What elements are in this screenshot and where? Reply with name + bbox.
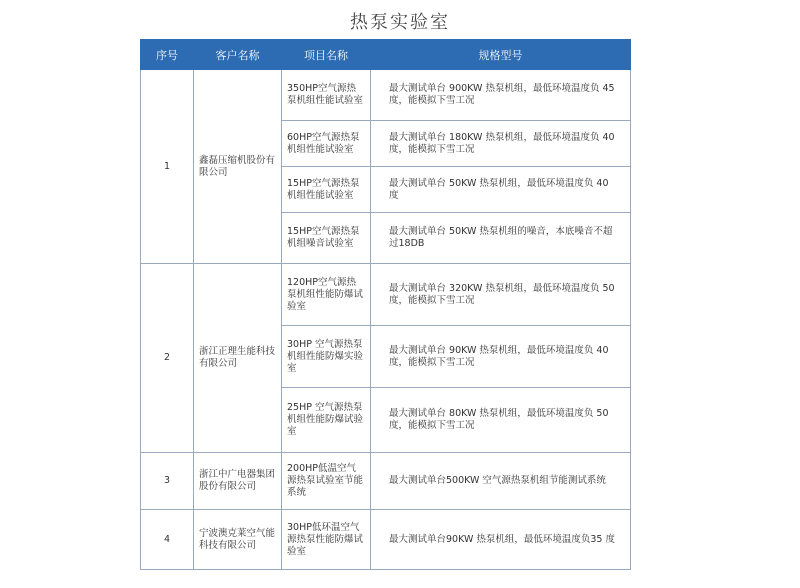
customer-name: 宁波澳克莱空气能科技有限公司: [194, 510, 282, 570]
table-header-row: [141, 40, 631, 70]
row-number: 2: [141, 264, 194, 453]
header-customer: 客户名称: [194, 40, 282, 70]
project-name: 15HP空气源热泵机组性能试验室: [282, 167, 371, 213]
row-number: 3: [141, 453, 194, 510]
customer-name: 鑫磊压缩机股份有限公司: [194, 70, 282, 264]
project-name: 15HP空气源热泵机组噪音试验室: [282, 213, 371, 264]
project-name: 30HP 空气源热泵机组性能防爆实验室: [282, 326, 371, 388]
header-no: 序号: [141, 40, 194, 70]
spec-text: 最大测试单台500KW 空气源热泵机组节能测试系统: [371, 453, 631, 510]
project-name: 25HP 空气源热泵机组性能防爆试验室: [282, 388, 371, 453]
spec-text: 最大测试单台90KW 热泵机组，最低环境温度负35 度: [371, 510, 631, 570]
table-row: [141, 70, 631, 121]
project-name: 350HP空气源热泵机组性能试验室: [282, 70, 371, 121]
customer-name: 浙江正理生能科技有限公司: [194, 264, 282, 453]
project-name: 200HP低温空气源热泵试验室节能系统: [282, 453, 371, 510]
spec-text: 最大测试单台 80KW 热泵机组，最低环境温度负 50 度，能模拟下雪工况: [371, 388, 631, 453]
project-name: 120HP空气源热泵机组性能防爆试验室: [282, 264, 371, 326]
spec-text: 最大测试单台 50KW 热泵机组，最低环境温度负 40 度: [371, 167, 631, 213]
table-row: [141, 453, 631, 510]
table-row: [141, 510, 631, 570]
project-name: 30HP低环温空气源热泵性能防爆试验室: [282, 510, 371, 570]
spec-text: 最大测试单台 900KW 热泵机组，最低环境温度负 45 度，能模拟下雪工况: [371, 70, 631, 121]
spec-text: 最大测试单台 50KW 热泵机组的噪音，本底噪音不超过18DB: [371, 213, 631, 264]
row-number: 1: [141, 70, 194, 264]
spec-text: 最大测试单台 90KW 热泵机组，最低环境温度负 40 度，能模拟下雪工况: [371, 326, 631, 388]
header-spec: 规格型号: [371, 40, 631, 70]
project-name: 60HP空气源热泵机组性能试验室: [282, 121, 371, 167]
table-row: [141, 264, 631, 326]
customer-name: 浙江中广电器集团股份有限公司: [194, 453, 282, 510]
spec-text: 最大测试单台 180KW 热泵机组，最低环境温度负 40 度，能模拟下雪工况: [371, 121, 631, 167]
spec-text: 最大测试单台 320KW 热泵机组，最低环境温度负 50度，能模拟下雪工况: [371, 264, 631, 326]
lab-table: [140, 39, 631, 570]
row-number: 4: [141, 510, 194, 570]
header-project: 项目名称: [282, 40, 371, 70]
page-title: 热泵实验室: [350, 12, 450, 33]
